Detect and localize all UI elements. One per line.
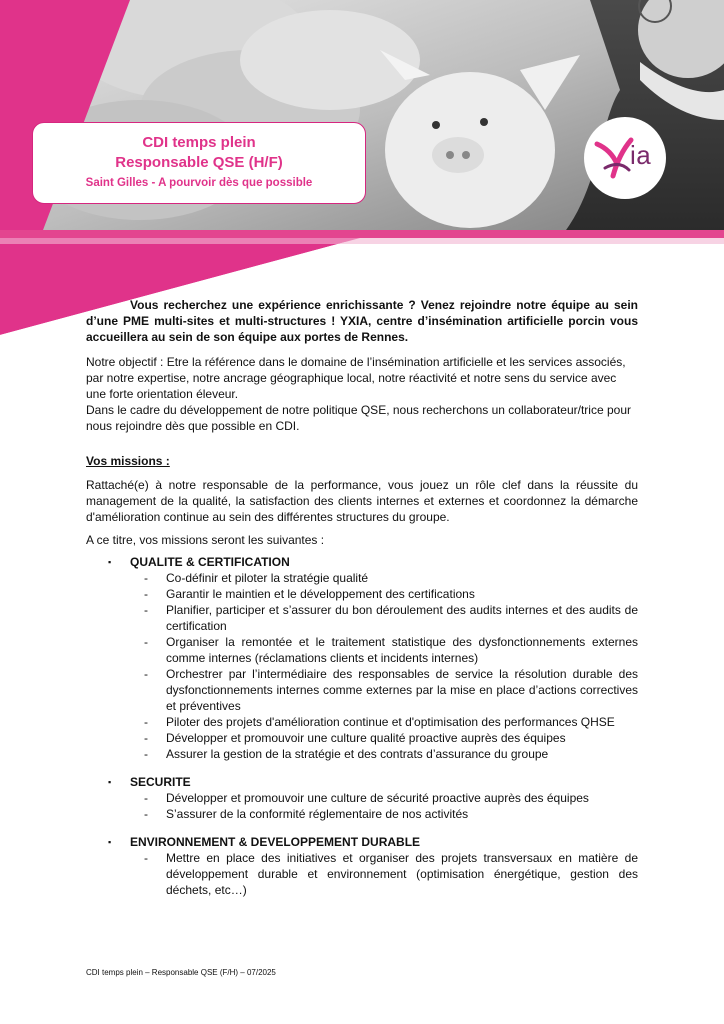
list-item: - Planifier, participer et s’assurer du bon déroulement des audits internes et des audits de certification <box>144 603 638 633</box>
page-footer: CDI temps plein – Responsable QSE (F/H) – 07/2025 <box>86 968 276 977</box>
context-paragraph: Dans le cadre du développement de notre politique QSE, nous recherchons un collaborateur/trice pour nous rejoindre dès que possible en CDI. <box>86 403 631 433</box>
list-item: - Mettre en place des initiatives et organiser des projets transversaux en matière de développement durable et environnement (optimisation énergétique, gestion des déchets, etc…) <box>144 851 638 897</box>
missions-intro: A ce titre, vos missions seront les suivantes : <box>86 533 325 547</box>
list-item: - Orchestrer par l’intermédiaire des responsables de service la résolution durable des dysfonctionnements internes comme externes par la mise en place d’actions correctives et préventives <box>144 667 638 713</box>
section-environnement <box>86 834 638 898</box>
square-bullet-icon: ▪ <box>108 837 112 847</box>
mission-list <box>86 570 638 762</box>
objective-paragraph: Notre objectif : Etre la référence dans le domaine de l’insémination artificielle et les services associés, par notre expertise, notre ancrage géographique local, notre réactivité et notre sens du service avec une forte orientation éleveur. <box>86 355 626 401</box>
section-title: ENVIRONNEMENT & DEVELOPPEMENT DURABLE <box>130 835 421 849</box>
job-description <box>86 297 638 898</box>
mission-list <box>86 850 638 898</box>
section-qualite <box>86 554 638 762</box>
section-securite <box>86 774 638 822</box>
job-contract-type: CDI temps plein <box>142 134 256 151</box>
list-item: - Assurer la gestion de la stratégie et des contrats d’assurance du groupe <box>144 747 549 761</box>
yxia-logo-text: ia <box>630 140 652 170</box>
yxia-logo-icon <box>583 116 667 200</box>
list-item: - Développer et promouvoir une culture de sécurité proactive auprès des équipes <box>144 791 589 805</box>
list-item: - S’assurer de la conformité réglementaire de nos activités <box>144 807 469 821</box>
list-item: - Organiser la remontée et le traitement statistique des dysfonctionnements externes comme internes (réclamations clients et incidents internes) <box>144 635 638 665</box>
list-item: - Piloter des projets d'amélioration continue et d'optimisation des performances QHSE <box>144 715 615 729</box>
square-bullet-icon: ▪ <box>108 557 112 567</box>
mission-list <box>86 790 638 822</box>
intro-paragraph: Vous recherchez une expérience enrichissante ? Venez rejoindre notre équipe au sein d’une PME multi-sites et multi-structures ! YXIA, centre d’insémination artificielle porcin vous accueillera au sein de son équipe aux portes de Rennes. <box>86 298 638 344</box>
section-title: QUALITE & CERTIFICATION <box>130 555 290 569</box>
job-title-card <box>32 122 366 204</box>
square-bullet-icon: ▪ <box>108 777 112 787</box>
list-item: - Co-définir et piloter la stratégie qualité <box>144 571 369 585</box>
list-item: - Développer et promouvoir une culture qualité proactive auprès des équipes <box>144 731 566 745</box>
list-item: - Garantir le maintien et le développement des certifications <box>144 587 475 601</box>
missions-heading: Vos missions : <box>86 454 170 468</box>
reporting-paragraph: Rattaché(e) à notre responsable de la performance, vous jouez un rôle clef dans la réussite du management de la qualité, la satisfaction des clients internes et externes et coordonnez la démarche d'amélioration continue au sein des différentes structures du groupe. <box>86 478 638 524</box>
job-title: Responsable QSE (H/F) <box>115 154 283 171</box>
section-title: SECURITE <box>130 775 191 789</box>
job-location-availability: Saint Gilles - A pourvoir dès que possible <box>85 177 313 189</box>
